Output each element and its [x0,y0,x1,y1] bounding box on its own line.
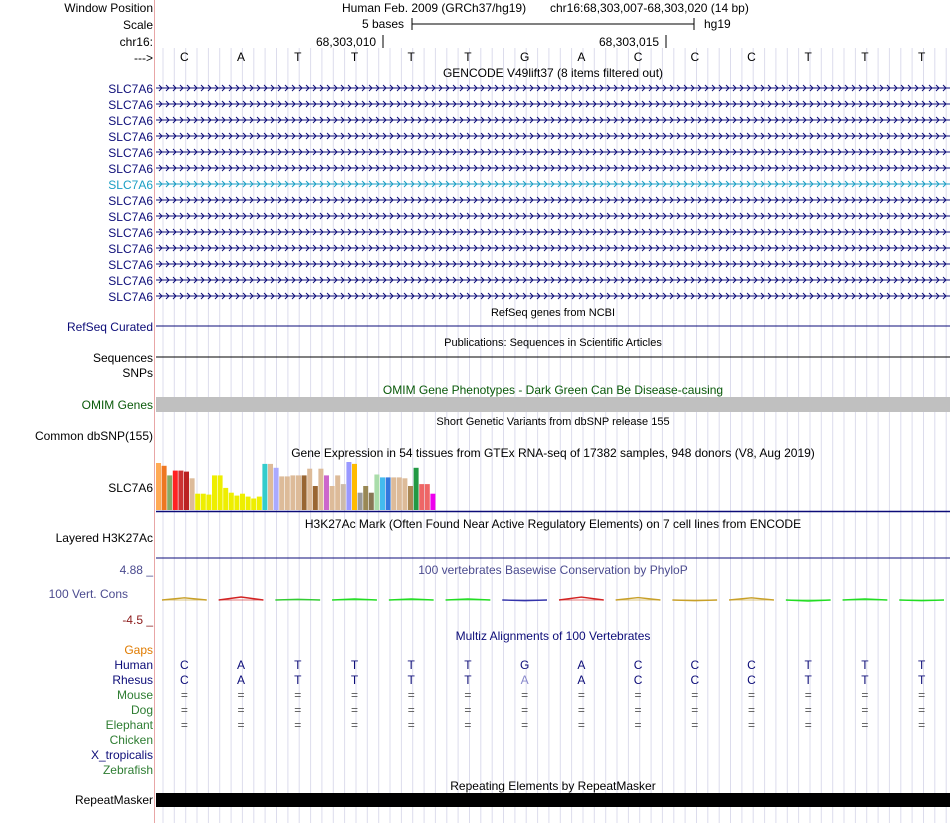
gtex-tissue-bar[interactable] [156,463,161,510]
multiz-species-label[interactable]: Dog [130,703,153,717]
ruler-base: T [407,50,415,64]
gtex-tissue-bar[interactable] [380,477,385,510]
gencode-gene-label[interactable]: SLC7A6 [108,162,153,176]
multiz-base: A [577,673,586,687]
gtex-tissue-bar[interactable] [307,469,312,510]
gencode-transcript[interactable] [156,197,950,203]
gtex-tissue-bar[interactable] [341,484,346,510]
gtex-tissue-bar[interactable] [352,464,357,510]
gtex-expression-chart[interactable] [156,458,950,514]
gtex-tissue-bar[interactable] [190,478,195,510]
gencode-track-title: GENCODE V49lift37 (8 items filtered out) [442,66,664,80]
multiz-base: = [691,688,699,702]
gaps-label[interactable]: Gaps [124,643,153,657]
gtex-tissue-bar[interactable] [268,464,273,510]
h3k27ac-label[interactable]: Layered H3K27Ac [55,531,153,545]
gtex-tissue-bar[interactable] [184,472,189,510]
gtex-tissue-bar[interactable] [229,493,234,510]
base-sequence [0,50,950,64]
snps-label[interactable]: SNPs [122,366,153,380]
multiz-base: = [350,688,358,702]
gtex-tissue-bar[interactable] [223,488,228,510]
multiz-base: = [861,718,869,732]
phylop-score-mark[interactable] [219,597,264,600]
multiz-track-title: Multiz Alignments of 100 Vertebrates [455,629,651,643]
multiz-base: = [294,688,302,702]
multiz-base: C [690,658,700,672]
multiz-species-label[interactable]: Zebrafish [102,763,153,777]
multiz-base: = [407,718,415,732]
multiz-species-label[interactable]: Chicken [109,733,153,747]
ruler-base: A [577,50,586,64]
multiz-base: = [804,718,812,732]
gencode-transcript[interactable] [156,181,950,187]
gencode-gene-label[interactable]: SLC7A6 [108,146,153,160]
gtex-tissue-bar[interactable] [240,494,245,510]
multiz-base: = [521,703,529,717]
ruler-base: C [747,50,756,64]
phylop-score-mark[interactable] [786,600,831,601]
multiz-species-label[interactable]: Human [114,658,153,672]
gtex-tissue-bar[interactable] [330,486,335,510]
gtex-tissue-bar[interactable] [257,497,262,510]
gtex-tissue-bar[interactable] [167,475,172,510]
gencode-transcript[interactable] [156,101,950,107]
gencode-gene-label[interactable]: SLC7A6 [108,226,153,240]
gencode-gene-label[interactable]: SLC7A6 [108,210,153,224]
multiz-base: T [407,673,415,687]
ruler-base: C [690,50,700,64]
phylop-score-mark[interactable] [389,599,434,600]
db-text: hg19 [704,17,731,31]
gencode-gene-label[interactable]: SLC7A6 [108,290,153,304]
scale-label: Scale [122,18,153,32]
repeatmasker-track-title: Repeating Elements by RepeatMasker [450,779,656,793]
multiz-base: = [861,688,869,702]
multiz-base: T [294,673,302,687]
gtex-tissue-bar[interactable] [425,484,430,510]
gencode-gene-label[interactable]: SLC7A6 [108,98,153,112]
multiz-base: A [237,658,246,672]
ruler-base: T [350,50,359,64]
gtex-tissue-bar[interactable] [397,477,402,510]
phylop-score-mark[interactable] [162,598,207,600]
gtex-tissue-bar[interactable] [346,462,351,510]
multiz-species-label[interactable]: X_tropicalis [90,748,153,762]
multiz-base: T [861,658,869,672]
multiz-base: T [294,658,302,672]
multiz-base: T [917,658,926,672]
gtex-tissue-bar[interactable] [218,475,223,510]
multiz-base: C [633,673,643,687]
multiz-base: T [861,673,869,687]
assembly-text: Human Feb. 2009 (GRCh37/hg19) [342,1,527,15]
multiz-base: = [237,688,245,702]
ruler-base: G [519,50,530,64]
multiz-base: = [634,718,642,732]
chrom-label: chr16: [119,35,153,49]
publications-track[interactable] [156,349,950,365]
multiz-base: = [294,703,302,717]
multiz-base: = [180,703,188,717]
strand-label: ---> [134,51,153,65]
gencode-transcript[interactable] [156,213,950,219]
refseq-label[interactable]: RefSeq Curated [66,320,153,334]
multiz-base: C [747,658,756,672]
multiz-base: = [747,718,755,732]
h3k27ac-track-title: H3K27Ac Mark (Often Found Near Active Regulatory Elements) on 7 cell lines from ENCODE [304,517,802,531]
sequences-label[interactable]: Sequences [92,351,153,365]
repeatmasker-feature[interactable] [156,793,950,807]
multiz-base: T [917,673,926,687]
multiz-base: T [804,673,812,687]
gencode-gene-label[interactable]: SLC7A6 [108,258,153,272]
multiz-base: = [634,703,642,717]
multiz-base: T [464,673,472,687]
gtex-tissue-bar[interactable] [335,475,340,510]
gencode-transcript[interactable] [156,149,950,155]
phylop-score-mark[interactable] [729,598,774,600]
scale-bar [410,16,700,32]
multiz-base: C [180,673,189,687]
multiz-base: = [804,703,812,717]
ruler-base: A [237,50,246,64]
gtex-tissue-bar[interactable] [391,477,396,510]
gtex-tissue-bar[interactable] [430,494,435,510]
gencode-gene-label[interactable]: SLC7A6 [108,178,153,192]
ruler-base: T [804,50,812,64]
gtex-tissue-bar[interactable] [408,486,413,510]
multiz-base: = [577,703,585,717]
phylop-score-mark[interactable] [672,600,717,601]
gencode-transcript[interactable] [156,165,950,171]
gtex-tissue-bar[interactable] [419,484,424,510]
gtex-tissue-bar[interactable] [206,495,211,510]
multiz-base: = [521,688,529,702]
phylop-max-label: 4.88 _ [119,563,153,577]
multiz-base: C [690,673,700,687]
phylop-min-label: -4.5 _ [122,613,153,627]
ruler-base: T [294,50,302,64]
multiz-base: C [747,673,756,687]
gtex-tissue-bar[interactable] [386,477,391,510]
gtex-tissue-bar[interactable] [274,468,279,510]
gencode-transcript[interactable] [156,277,950,283]
multiz-base: = [691,718,699,732]
gtex-tissue-bar[interactable] [212,475,217,510]
multiz-base: G [519,658,530,672]
gencode-gene-label[interactable]: SLC7A6 [108,114,153,128]
ruler-base: C [180,50,189,64]
gencode-transcript[interactable] [156,133,950,139]
multiz-base: C [180,658,189,672]
gencode-features[interactable] [156,80,950,304]
gtex-tissue-bar[interactable] [296,475,301,510]
dbsnp-track-title: Short Genetic Variants from dbSNP release 155 [436,416,670,428]
multiz-base: = [350,718,358,732]
multiz-base: = [180,688,188,702]
gencode-transcript[interactable] [156,261,950,267]
multiz-base: = [407,688,415,702]
multiz-base: = [237,718,245,732]
multiz-base: = [918,703,926,717]
phylop-score-mark[interactable] [332,599,377,600]
ruler-base: T [861,50,869,64]
ruler-base: T [464,50,472,64]
coordinate-label: 68,303,015 [599,35,660,49]
gencode-transcript[interactable] [156,293,950,299]
multiz-base: T [464,658,472,672]
gtex-tissue-bar[interactable] [262,464,267,510]
gencode-transcript[interactable] [156,85,950,91]
omim-track-title: OMIM Gene Phenotypes - Dark Green Can Be Disease-causing [382,383,724,397]
gtex-tissue-bar[interactable] [162,466,167,510]
gtex-tissue-bar[interactable] [402,478,407,510]
phylop-track-title: 100 vertebrates Basewise Conservation by PhyloP [418,563,688,577]
multiz-species-label[interactable]: Mouse [116,688,153,702]
coordinate-label: 68,303,010 [316,35,377,49]
multiz-base: A [577,658,586,672]
phylop-label[interactable]: 100 Vert. Cons [48,587,128,601]
multiz-base: T [407,658,415,672]
multiz-base: = [350,703,358,717]
multiz-base: = [918,688,926,702]
multiz-base: T [804,658,812,672]
refseq-track[interactable] [156,318,950,334]
refseq-track-title: RefSeq genes from NCBI [490,307,616,319]
gtex-tissue-bar[interactable] [369,493,374,510]
gtex-label[interactable]: SLC7A6 [108,481,153,495]
multiz-base: = [577,688,585,702]
multiz-base: = [237,703,245,717]
gtex-track-title: Gene Expression in 54 tissues from GTEx RNA-seq of 17382 samples, 948 donors (V8, Aug 2019) [291,446,815,460]
multiz-base: = [747,703,755,717]
gtex-tissue-bar[interactable] [290,475,295,510]
gtex-tissue-bar[interactable] [313,486,318,510]
scale-text: 5 bases [362,17,405,31]
publications-track-title: Publications: Sequences in Scientific Articles [444,337,662,349]
phylop-score-mark[interactable] [899,600,944,601]
phylop-score-mark[interactable] [616,598,661,600]
multiz-base: = [747,688,755,702]
gencode-gene-label[interactable]: SLC7A6 [108,242,153,256]
gtex-tissue-bar[interactable] [234,496,239,510]
multiz-species-label[interactable]: Rhesus [112,673,153,687]
gtex-tissue-bar[interactable] [178,471,183,510]
coordinate-ticks [380,34,670,50]
repeatmasker-label[interactable]: RepeatMasker [74,793,153,807]
ruler-base: C [633,50,643,64]
label-separator [154,0,155,823]
gtex-tissue-bar[interactable] [246,497,251,510]
multiz-base: = [634,688,642,702]
multiz-base: = [804,688,812,702]
gencode-transcript[interactable] [156,229,950,235]
multiz-base: = [294,718,302,732]
multiz-base: = [918,718,926,732]
gtex-tissue-bar[interactable] [302,475,307,510]
gtex-tissue-bar[interactable] [374,475,379,511]
multiz-base: = [180,718,188,732]
gtex-tissue-bar[interactable] [358,493,363,510]
multiz-base: = [861,703,869,717]
multiz-base: T [350,673,359,687]
gencode-gene-label[interactable]: SLC7A6 [108,274,153,288]
multiz-base: A [520,673,529,687]
gtex-tissue-bar[interactable] [414,468,419,510]
multiz-base: = [691,703,699,717]
gtex-tissue-bar[interactable] [285,476,290,510]
gtex-tissue-bar[interactable] [318,469,323,510]
phylop-score-mark[interactable] [843,599,888,600]
multiz-base: = [464,718,472,732]
phylop-score-mark[interactable] [446,599,491,600]
phylop-score-mark[interactable] [502,600,547,601]
multiz-base: C [633,658,643,672]
multiz-base: = [464,703,472,717]
ruler-base: T [917,50,926,64]
multiz-base: T [350,658,359,672]
gtex-tissue-bar[interactable] [195,494,200,510]
gencode-gene-label[interactable]: SLC7A6 [108,194,153,208]
gencode-gene-label[interactable]: SLC7A6 [108,82,153,96]
phylop-track[interactable] [156,585,950,615]
multiz-base: = [464,688,472,702]
dbsnp-label[interactable]: Common dbSNP(155) [34,429,153,443]
phylop-score-mark[interactable] [275,599,320,600]
gencode-gene-label[interactable]: SLC7A6 [108,130,153,144]
multiz-base: = [407,703,415,717]
gtex-tissue-bar[interactable] [324,475,329,510]
gencode-transcript[interactable] [156,245,950,251]
position-text: chr16:68,303,007-68,303,020 (14 bp) [550,1,749,15]
multiz-base: = [521,718,529,732]
gtex-tissue-bar[interactable] [363,486,368,510]
multiz-base: = [577,718,585,732]
multiz-species-label[interactable]: Elephant [105,718,153,732]
gtex-tissue-bar[interactable] [251,499,256,511]
gtex-tissue-bar[interactable] [201,494,206,510]
omim-label[interactable]: OMIM Genes [81,398,153,412]
gencode-transcript[interactable] [156,117,950,123]
multiz-base: A [237,673,246,687]
phylop-score-mark[interactable] [559,597,604,600]
omim-feature[interactable] [156,397,950,412]
gtex-tissue-bar[interactable] [279,476,284,510]
window-position-label: Window Position [64,1,153,15]
gtex-tissue-bar[interactable] [173,471,178,510]
